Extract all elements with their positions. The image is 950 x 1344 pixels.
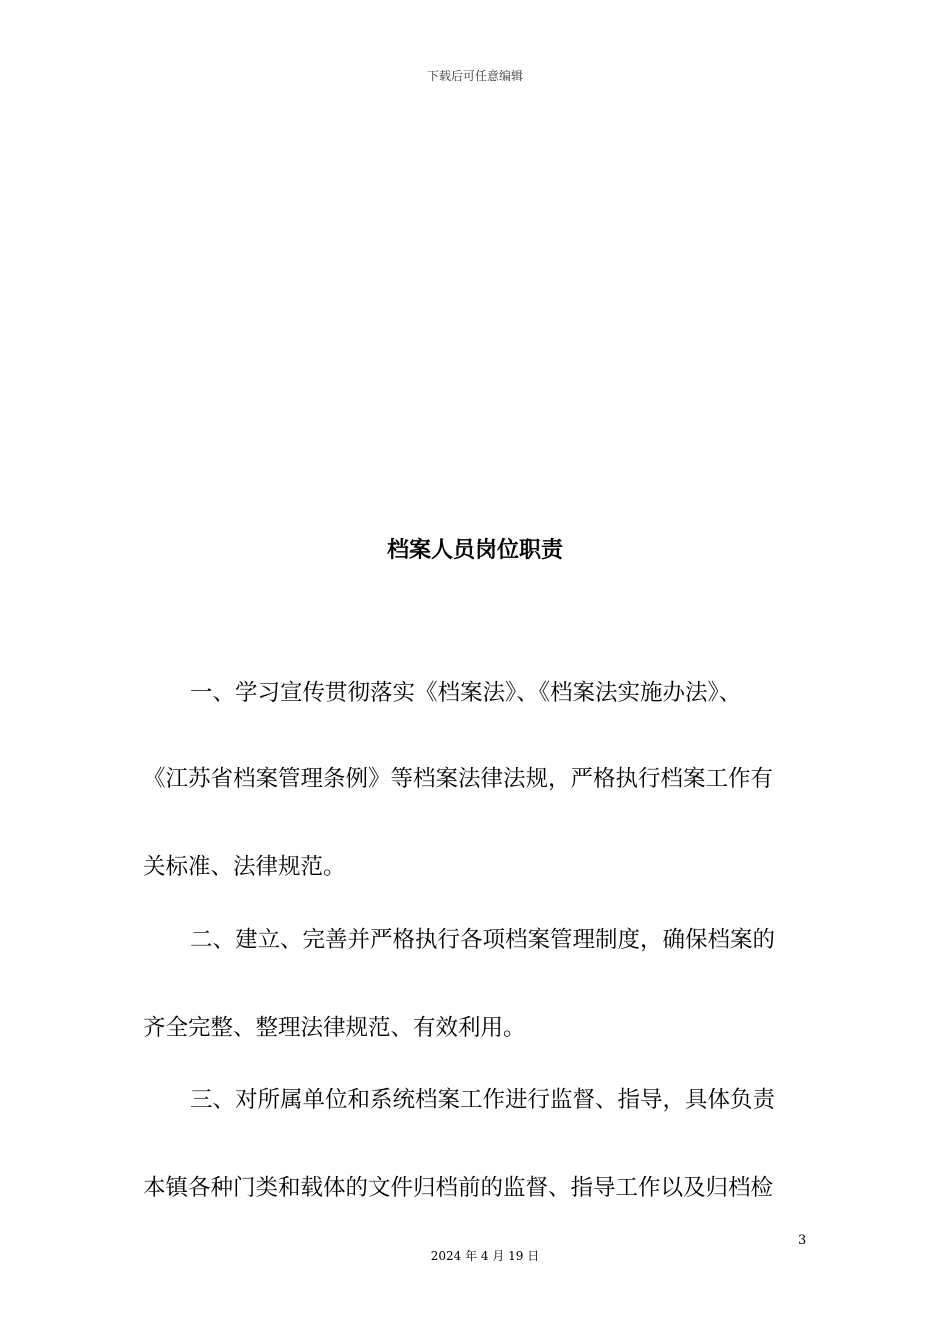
paragraph-1-line-3: 关标准、法律规范。 [143,854,346,880]
paragraph-2-line-2: 齐全完整、整理法律规范、有效利用。 [143,1015,526,1041]
footer-date: 2024 年 4 月 19 日 [430,1249,540,1263]
paragraph-3-line-1: 三、对所属单位和系统档案工作进行监督、指导，具体负责 [190,1087,776,1113]
paragraph-1-line-1: 一、学习宣传贯彻落实《档案法》、《档案法实施办法》、 [190,680,742,706]
paragraph-1-line-2: 《江苏省档案管理条例》等档案法律法规，严格执行档案工作有 [143,766,774,792]
page-number: 3 [798,1233,807,1248]
paragraph-2-line-1: 二、建立、完善并严格执行各项档案管理制度，确保档案的 [190,927,776,953]
header-note: 下载后可任意编辑 [426,69,523,83]
paragraph-3-line-2: 本镇各种门类和载体的文件归档前的监督、指导工作以及归档检 [143,1175,774,1201]
document-title: 档案人员岗位职责 [386,538,563,563]
